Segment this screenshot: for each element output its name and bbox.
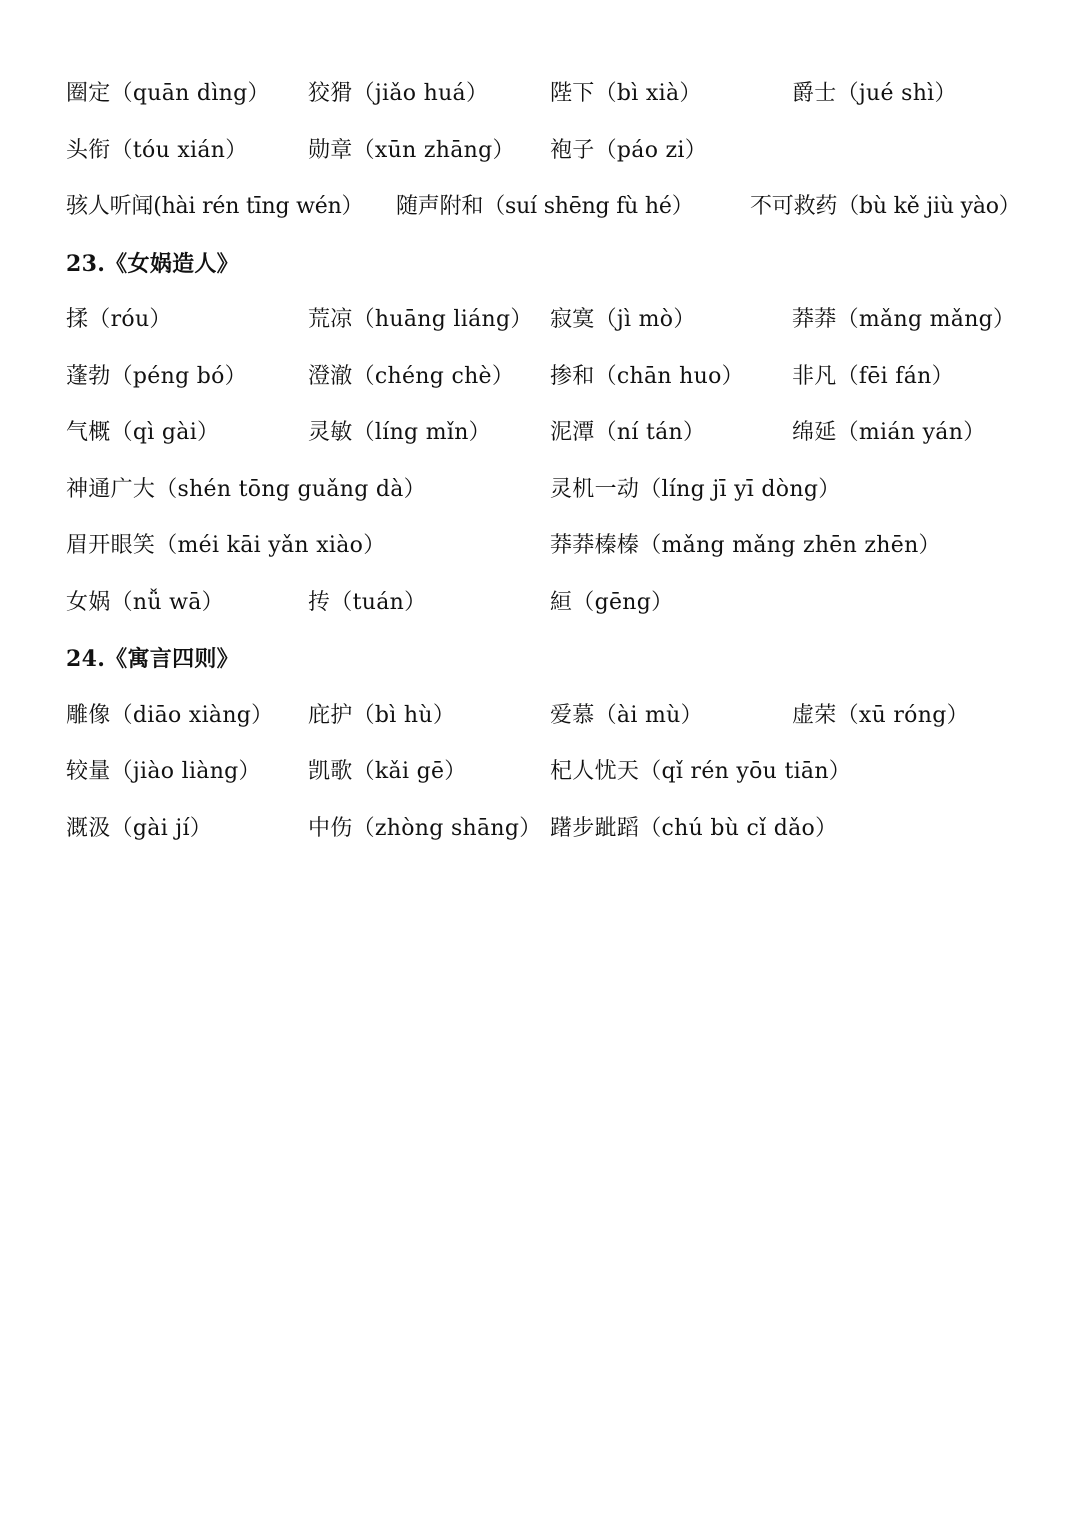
- vocab-entry: 躇步跐蹈（chú bù cǐ dǎo）: [550, 815, 838, 841]
- vocab-entry: 杞人忧天（qǐ rén yōu tiān）: [550, 759, 852, 784]
- section-heading-23: [66, 240, 1056, 297]
- section-heading: 24.《寓言四则》: [66, 646, 239, 672]
- vocab-entry: 蓬勃（péng bó）: [66, 363, 247, 389]
- vocab-entry: 絙（gēng）: [550, 589, 674, 615]
- vocab-entry: 掺和（chān huo）: [550, 363, 744, 389]
- vocab-entry: 抟（tuán）: [308, 589, 427, 615]
- vocab-row: [66, 692, 1056, 749]
- vocab-row: [66, 353, 1056, 410]
- vocab-entry: 虚荣（xū róng）: [792, 702, 969, 728]
- vocab-entry: 头衔（tóu xián）: [66, 137, 248, 163]
- vocab-entry: 澄澈（chéng chè）: [308, 363, 515, 389]
- vocab-row: [66, 805, 1056, 862]
- vocab-entry: 爱慕（ài mù）: [550, 702, 703, 728]
- vocab-entry: 寂寞（jì mò）: [550, 307, 696, 332]
- vocab-entry: 庇护（bì hù）: [308, 702, 456, 728]
- vocab-row: [66, 579, 1056, 636]
- vocab-entry: 中伤（zhòng shāng）: [308, 815, 542, 841]
- vocab-row: [66, 748, 1056, 805]
- vocab-entry: 较量（jiào liàng）: [66, 759, 261, 784]
- vocab-entry: 女娲（nǚ wā）: [66, 589, 224, 615]
- vocab-row: [66, 409, 1056, 466]
- vocab-entry: 莽莽（mǎng mǎng）: [792, 307, 1016, 332]
- vocab-entry: 荒凉（huāng liáng）: [308, 307, 533, 332]
- vocab-entry: 不可救药（bù kě jiù yào）: [750, 194, 1021, 219]
- vocab-row: [66, 296, 1056, 353]
- document-body: [66, 70, 1056, 861]
- vocab-row: [66, 70, 1056, 127]
- section-heading-24: [66, 635, 1056, 692]
- vocab-entry: 神通广大（shén tōng guǎng dà）: [66, 476, 426, 502]
- vocab-entry: 凯歌（kǎi gē）: [308, 759, 467, 784]
- vocab-entry: 非凡（fēi fán）: [792, 363, 954, 389]
- vocab-entry: 灵敏（líng mǐn）: [308, 420, 491, 445]
- vocab-entry: 雕像（diāo xiàng）: [66, 702, 274, 728]
- vocab-entry: 绵延（mián yán）: [792, 420, 986, 445]
- section-heading: 23.《女娲造人》: [66, 250, 239, 277]
- vocab-entry: 爵士（jué shì）: [792, 81, 957, 106]
- vocab-entry: 骇人听闻(hài rén tīng wén）: [66, 194, 364, 219]
- vocab-entry: 袍子（páo zi）: [550, 137, 708, 163]
- vocab-entry: 狡猾（jiǎo huá）: [308, 81, 489, 106]
- vocab-entry: 勋章（xūn zhāng）: [308, 137, 515, 163]
- vocab-entry: 随声附和（suí shēng fù hé）: [396, 194, 694, 219]
- vocab-entry: 陛下（bì xià）: [550, 81, 702, 106]
- vocab-entry: 灵机一动（líng jī yī dòng）: [550, 476, 841, 502]
- vocab-row: [66, 183, 1056, 240]
- vocab-entry: 圈定（quān dìng）: [66, 81, 270, 106]
- vocab-entry: 气概（qì gài）: [66, 420, 220, 445]
- vocab-entry: 揉（róu）: [66, 307, 172, 332]
- vocab-row: [66, 127, 1056, 184]
- vocab-entry: 眉开眼笑（méi kāi yǎn xiào）: [66, 533, 386, 558]
- vocab-entry: 泥潭（ní tán）: [550, 420, 706, 445]
- vocab-entry: 莽莽榛榛（mǎng mǎng zhēn zhēn）: [550, 533, 941, 558]
- vocab-row: [66, 522, 1056, 579]
- vocab-row: [66, 466, 1056, 523]
- vocab-entry: 溉汲（gài jí）: [66, 815, 213, 841]
